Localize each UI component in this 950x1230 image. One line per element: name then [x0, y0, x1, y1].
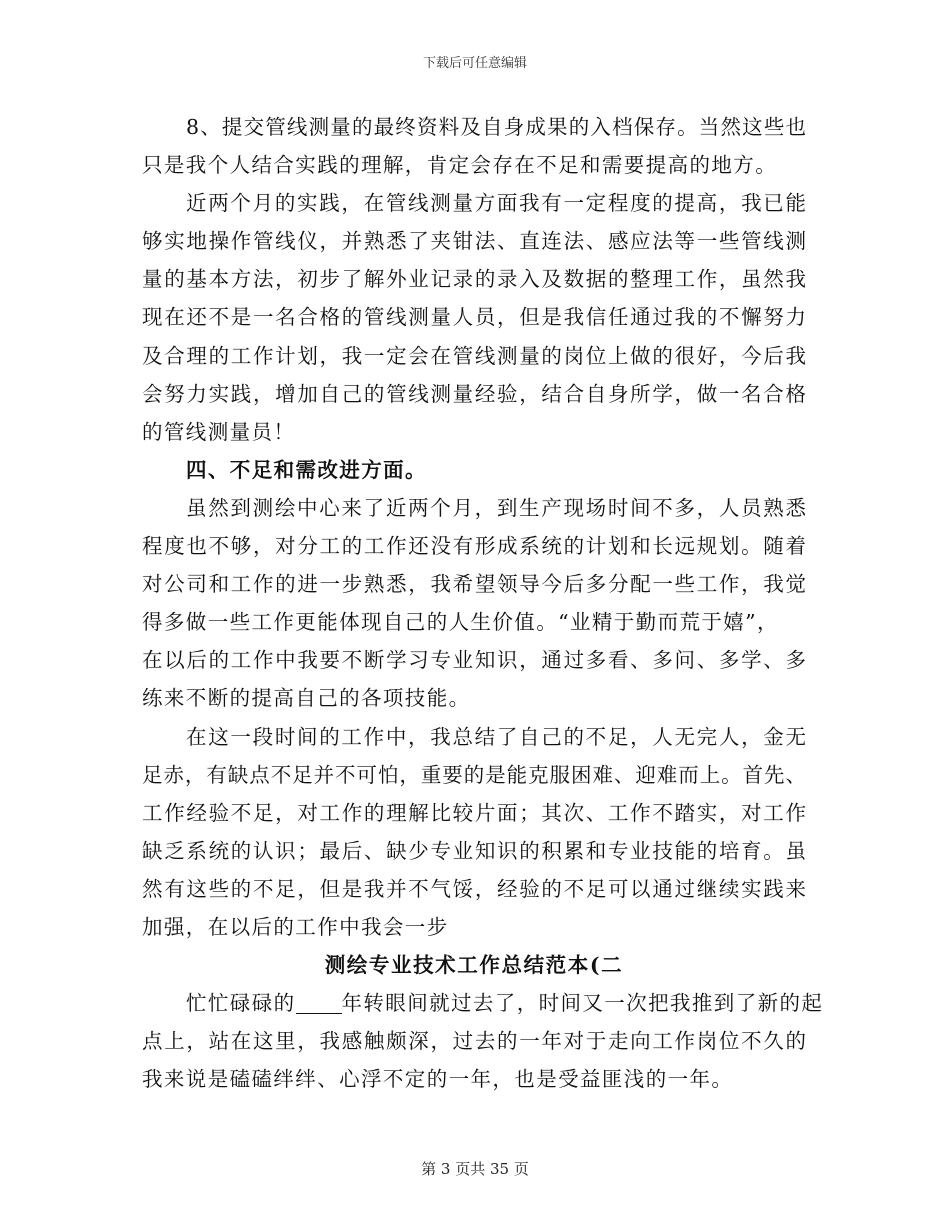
section-heading: 四、不足和需改进方面。 — [186, 457, 427, 482]
paragraph-line: 只是我个人结合实践的理解，肯定会存在不足和需要提高的地方。 — [142, 153, 778, 178]
paragraph-line: 虽然到测绘中心来了近两个月，到生产现场时间不多，人员熟悉 — [186, 495, 806, 520]
line-start-text: 忙忙碌碌的 — [186, 991, 296, 1016]
paragraph-line — [142, 984, 824, 1022]
paragraph-line: 点上，站在这里，我感触颇深，过去的一年对于走向工作岗位不久的 — [142, 1029, 806, 1054]
paragraph-line: 缺乏系统的认识；最后、缺少专业知识的积累和专业技能的培育。虽 — [142, 838, 806, 863]
document-body — [142, 108, 824, 1098]
paragraph-line: 得多做一些工作更能体现自己的人生价值。“业精于勤而荒于嬉”， — [142, 610, 779, 635]
paragraph-line: 会努力实践，增加自己的管线测量经验，结合自身所学，做一名合格 — [142, 381, 806, 406]
paragraph-line: 在这一段时间的工作中，我总结了自己的不足，人无完人，金无 — [186, 724, 806, 749]
paragraph-line: 在以后的工作中我要不断学习专业知识，通过多看、多问、多学、多 — [142, 648, 806, 673]
paragraph-line: 够实地操作管线仪，并熟悉了夹钳法、直连法、感应法等一些管线测 — [142, 229, 806, 254]
paragraph-line: 程度也不够，对分工的工作还没有形成系统的计划和长远规划。随着 — [142, 534, 806, 559]
paragraph-line: 加强，在以后的工作中我会一步 — [142, 914, 449, 939]
paragraph-line: 练来不断的提高自己的各项技能。 — [142, 686, 471, 711]
paragraph-line: 工作经验不足，对工作的理解比较片面；其次、工作不踏实，对工作 — [142, 800, 806, 825]
paragraph-line: 8、提交管线测量的最终资料及自身成果的入档保存。当然这些也 — [186, 115, 806, 139]
paragraph-line: 足赤，有缺点不足并不可怕，重要的是能克服困难、迎难而上。首先、 — [142, 762, 806, 787]
paragraph-line: 对公司和工作的进一步熟悉，我希望领导今后多分配一些工作，我觉 — [142, 572, 806, 597]
paragraph-line: 的管线测量员！ — [142, 419, 296, 444]
section-title: 测绘专业技术工作总结范本(二 — [324, 953, 624, 978]
paragraph-line: 然有这些的不足，但是我并不气馁，经验的不足可以通过继续实践来 — [142, 876, 806, 901]
fill-in-blank — [296, 991, 342, 1014]
paragraph-line: 现在还不是一名合格的管线测量人员，但是我信任通过我的不懈努力 — [142, 305, 806, 330]
paragraph-line: 及合理的工作计划，我一定会在管线测量的岗位上做的很好，今后我 — [142, 343, 806, 368]
page-footer: 第 3 页共 35 页 — [421, 1160, 529, 1178]
page-header: 下载后可任意编辑 — [422, 56, 527, 71]
paragraph-line: 我来说是磕磕绊绊、心浮不定的一年，也是受益匪浅的一年。 — [142, 1067, 734, 1092]
paragraph-line: 近两个月的实践，在管线测量方面我有一定程度的提高，我已能 — [186, 191, 806, 216]
paragraph-line: 量的基本方法，初步了解外业记录的录入及数据的整理工作，虽然我 — [142, 267, 806, 292]
line-rest-text: 年转眼间就过去了，时间又一次把我推到了新的起 — [341, 991, 824, 1016]
